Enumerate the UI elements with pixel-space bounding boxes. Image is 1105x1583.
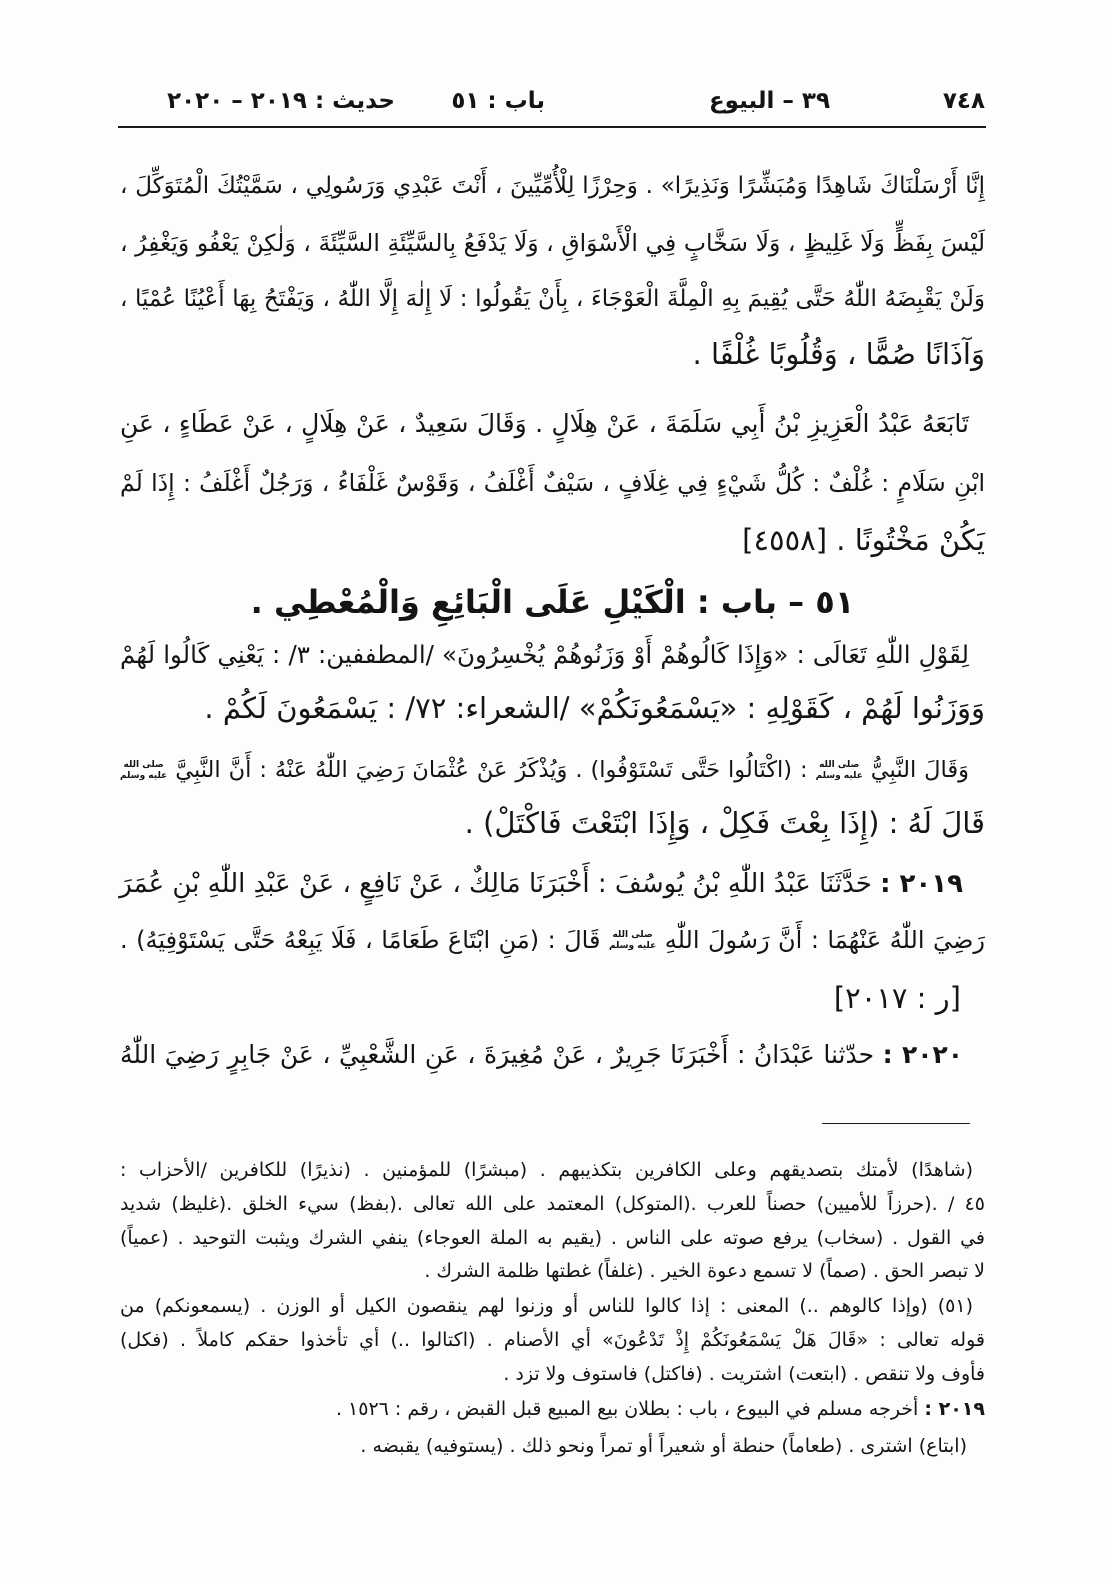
footnote-line: قوله تعالى : «قَالَ هَلْ يَسْمَعُونَكُمْ إِذْ تَدْعُونَ» أي الأصنام . (اكتالوا ..) أي تأخذوا حقكم كاملاً . (فكل) <box>120 1329 985 1351</box>
body-line: وَآذَانًا صُمًّا ، وَقُلُوبًا غُلْفًا . <box>692 337 985 371</box>
body-line: لَيْسَ بِفَظٍّ وَلَا غَلِيظٍ ، وَلَا سَخَّابٍ فِي الْأَسْوَاقِ ، وَلَا يَدْفَعُ بِالسَّيِّئَةِ السَّيِّئَةَ ، وَلٰكِنْ يَعْفُو وَيَغْفِرُ ، <box>120 229 985 257</box>
body-line: يَكُنْ مَخْتُونًا . [٤٥٥٨] <box>742 523 985 557</box>
footnote-separator <box>822 1123 970 1124</box>
body-line <box>120 745 985 795</box>
body-line: ابْنِ سَلَامٍ : غُلْفٌ : كُلُّ شَيْءٍ فِي غِلَافٍ ، سَيْفٌ أَغْلَفُ ، وَقَوْسٌ غَلْفَاءُ ، وَرَجُلٌ أَغْلَفُ : إِذَا لَمْ <box>120 469 985 497</box>
body-line <box>120 915 985 965</box>
salutation-bottom: عليه وسلم <box>815 770 863 781</box>
text-segment: رَضِيَ اللّٰهُ عَنْهُمَا : أَنَّ رَسُولَ اللّٰهِ <box>664 926 985 954</box>
body-line: إِنَّا أَرْسَلْنَاكَ شَاهِدًا وَمُبَشِّرًا وَنَذِيرًا» . وَحِرْزًا لِلْأُمِّيِّينَ ، أَنْتَ عَبْدِي وَرَسُولِي ، سَمَّيْتُكَ الْمُتَوَكِّلَ ، <box>120 173 985 199</box>
hadith-number: ٢٠١٩ : <box>880 869 963 899</box>
text-segment: أخرجه مسلم في البيوع ، باب : بطلان بيع المبيع قبل القبض ، رقم : ١٥٢٦ . <box>335 1398 919 1420</box>
cross-reference: [ر : ٢٠١٧] <box>833 981 961 1015</box>
salutation-top: صلى الله <box>612 930 653 940</box>
salutation-bottom: عليه وسلم <box>608 941 657 951</box>
text-segment: : (اكْتَالُوا حَتَّى تَسْتَوْفُوا) . وَيُذْكَرُ عَنْ عُثْمَانَ رَضِيَ اللّٰهُ عَنْهُ : أَنَّ النَّبِيَّ <box>175 757 808 783</box>
footnote-line: ٤٥ / .(حرزاً للأميين) حصناً للعرب .(المتوكل) المعتمد على الله تعالى .(بفظ) سيء الخلق .(غليظ) شديد <box>120 1193 985 1215</box>
footnote-line: (ابتاع) اشترى . (طعاماً) حنطة أو شعيراً أو تمراً ونحو ذلك . (يستوفيه) يقبضه . <box>360 1435 967 1457</box>
header-hadith-range: حديث : ٢٠١٩ – ٢٠٢٠ <box>167 88 395 114</box>
header-rule <box>118 126 986 128</box>
hadith-number: ٢٠٢٠ : <box>882 1040 963 1069</box>
footnote-line: (شاهدًا) لأمتك بتصديقهم وعلى الكافرين بتكذيبهم . (مبشرًا) للمؤمنين . (نذيرًا) للكافرين /الأحزاب : <box>120 1159 973 1181</box>
footnote-line: فأوف ولا تنقص . (ابتعت) اشتريت . (فاكتل) فاستوف ولا تزد . <box>503 1363 985 1385</box>
text-segment: قَالَ : (مَنِ ابْتَاعَ طَعَامًا ، فَلَا يَبِعْهُ حَتَّى يَسْتَوْفِيَهُ) . <box>120 926 601 954</box>
text-segment: وَقَالَ النَّبِيُّ <box>870 757 970 783</box>
salutation-ligature <box>120 760 167 782</box>
footnote-line: لا تبصر الحق . (صماً) لا تسمع دعوة الخير . (غلفاً) غطتها ظلمة الشرك . <box>424 1260 985 1282</box>
footnote-line <box>120 1392 985 1426</box>
text-segment: حدّثنا عَبْدَانُ : أَخْبَرَنَا جَرِيرٌ ، عَنْ مُغِيرَةَ ، عَنِ الشَّعْبِيِّ ، عَنْ جَابِرٍ رَضِيَ اللّٰهُ <box>120 1040 875 1069</box>
salutation-top: صلى الله <box>819 759 860 770</box>
body-line <box>120 1030 985 1080</box>
body-line: تَابَعَهُ عَبْدُ الْعَزِيزِ بْنُ أَبِي سَلَمَةَ ، عَنْ هِلَالٍ . وَقَالَ سَعِيدٌ ، عَنْ هِلَالٍ ، عَنْ عَطَاءٍ ، عَنِ <box>120 409 969 438</box>
body-line: وَوَزَنُوا لَهُمْ ، كَقَوْلِهِ : «يَسْمَعُونَكُمْ» /الشعراء: ٧٢/ : يَسْمَعُونَ لَكُمْ . <box>204 691 985 725</box>
salutation-bottom: عليه وسلم <box>120 770 168 781</box>
header-page-number: ٧٤٨ <box>942 88 985 114</box>
salutation-ligature <box>609 930 656 952</box>
salutation-ligature <box>816 760 863 782</box>
header-chapter: باب : ٥١ <box>451 88 545 114</box>
body-line: وَلَنْ يَقْبِضَهُ اللّٰهُ حَتَّى يُقِيمَ بِهِ الْمِلَّةَ الْعَوْجَاءَ ، بِأَنْ يَقُولُوا : لَا إِلٰهَ إِلَّا اللّٰهُ ، وَيَفْتَحُ بِهَا أَعْيُنًا عُمْيًا ، <box>120 286 985 312</box>
body-line <box>120 859 985 909</box>
header-book-title: ٣٩ – البيوع <box>708 88 830 114</box>
footnote-line: في القول . (سخاب) يرفع صوته على الناس . (يقيم به الملة العوجاء) ينفي الشرك ويثبت التوحيد . (عمياً) <box>120 1227 985 1249</box>
body-line: لِقَوْلِ اللّٰهِ تَعَالَى : «وَإِذَا كَالُوهُمْ أَوْ وَزَنُوهُمْ يُخْسِرُونَ» /المطففين: ٣/ : يَعْنِي كَالُوا لَهُمْ <box>120 640 969 669</box>
text-segment: حَدَّثَنَا عَبْدُ اللّٰهِ بْنُ يُوسُفَ : أَخْبَرَنَا مَالِكٌ ، عَنْ نَافِعٍ ، عَنْ عَبْدِ اللّٰهِ بْنِ عُمَرَ <box>119 869 872 899</box>
chapter-heading: ٥١ – باب : الْكَيْلِ عَلَى الْبَائِعِ وَالْمُعْطِي . <box>250 583 855 621</box>
footnote-hadith-number: ٢٠١٩ : <box>924 1398 985 1420</box>
body-line: قَالَ لَهُ : (إِذَا بِعْتَ فَكِلْ ، وَإِذَا ابْتَعْتَ فَاكْتَلْ) . <box>464 806 985 840</box>
footnote-line: (٥١) (وإذا كالوهم ..) المعنى : إذا كالوا للناس أو وزنوا لهم ينقصون الكيل أو الوزن . (يسمعونكم) من <box>120 1295 973 1317</box>
salutation-top: صلى الله <box>123 759 164 770</box>
